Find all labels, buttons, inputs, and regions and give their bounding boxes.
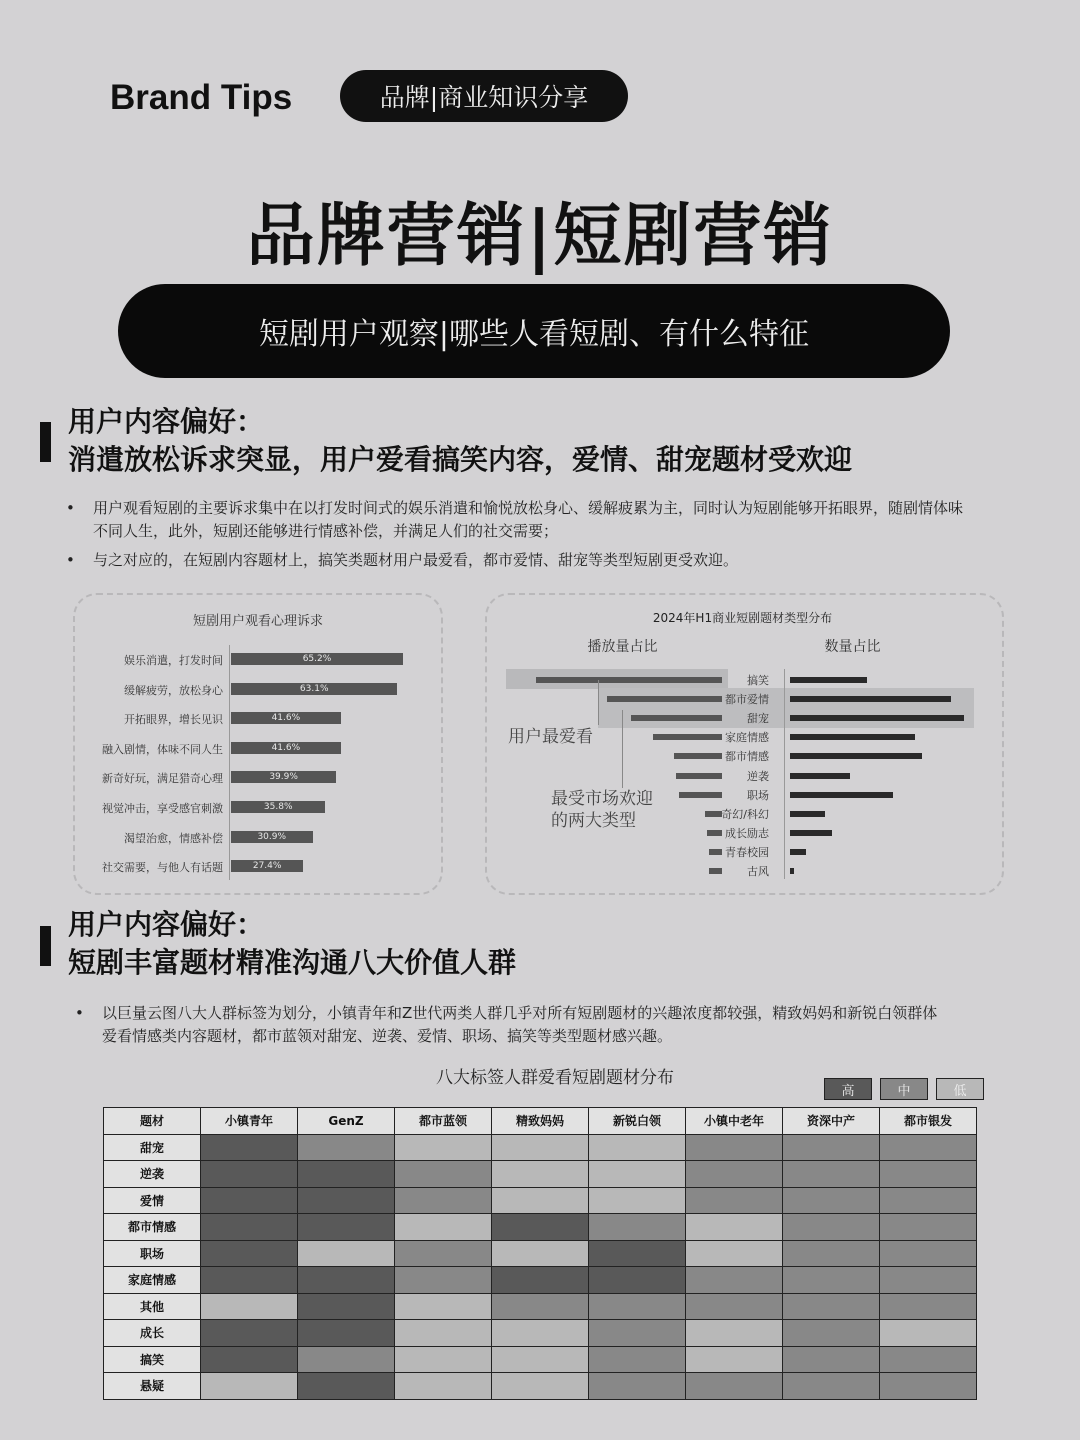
chart-title: 短剧用户观看心理诉求 bbox=[192, 614, 323, 629]
bullet-text: 爱看情感类内容题材，都市蓝领对甜宠、逆袭、爱情、职场、搞笑等类型题材感兴趣。 bbox=[102, 1027, 673, 1045]
right-bar bbox=[790, 868, 794, 874]
bar-value-label: 39.9% bbox=[269, 772, 298, 783]
heatmap-cell bbox=[395, 1373, 492, 1400]
heatmap-cell bbox=[298, 1161, 395, 1188]
bar bbox=[231, 712, 341, 724]
section-marker bbox=[40, 926, 51, 966]
heatmap-row-label: 成长 bbox=[104, 1320, 201, 1347]
heatmap-column-header: 都市蓝领 bbox=[395, 1108, 492, 1135]
heatmap-cell bbox=[783, 1267, 880, 1294]
heatmap-cell bbox=[201, 1134, 298, 1161]
heatmap-cell bbox=[395, 1134, 492, 1161]
heatmap-table bbox=[103, 1107, 977, 1400]
heatmap-cell bbox=[395, 1293, 492, 1320]
heatmap-row-label: 都市情感 bbox=[104, 1214, 201, 1241]
heatmap-cell bbox=[395, 1161, 492, 1188]
heatmap-cell bbox=[492, 1240, 589, 1267]
heatmap-cell bbox=[686, 1373, 783, 1400]
heatmap-row bbox=[104, 1187, 977, 1214]
bar-category-label: 融入剧情，体味不同人生 bbox=[102, 742, 223, 756]
heatmap-cell bbox=[298, 1320, 395, 1347]
genre-label: 成长励志 bbox=[725, 826, 769, 840]
legend-item: 低 bbox=[936, 1078, 984, 1100]
bar bbox=[231, 831, 313, 843]
heatmap-cell bbox=[686, 1267, 783, 1294]
bar-value-label: 30.9% bbox=[257, 831, 287, 842]
heatmap-cell bbox=[201, 1320, 298, 1347]
heatmap-cell bbox=[686, 1134, 783, 1161]
right-bar bbox=[790, 734, 915, 740]
heatmap-cell bbox=[395, 1346, 492, 1373]
genre-label: 都市情感 bbox=[725, 750, 769, 764]
heatmap-cell bbox=[201, 1240, 298, 1267]
heatmap-row bbox=[104, 1346, 977, 1373]
genre-label: 都市爱情 bbox=[725, 693, 769, 707]
heatmap-column-header: 精致妈妈 bbox=[492, 1108, 589, 1135]
heatmap-cell bbox=[880, 1134, 977, 1161]
page-title: 品牌营销|短剧营销 bbox=[246, 197, 834, 276]
bar-value-label: 27.4% bbox=[252, 861, 282, 872]
section1-heading-line2: 消遣放松诉求突显，用户爱看搞笑内容，爱情、甜宠题材受欢迎 bbox=[68, 443, 853, 476]
chart-axis bbox=[784, 669, 785, 879]
right-bar bbox=[790, 715, 964, 721]
heatmap-column-header: 资深中产 bbox=[783, 1108, 880, 1135]
heatmap-legend bbox=[824, 1078, 984, 1100]
genre-label: 家庭情感 bbox=[725, 731, 769, 745]
heatmap-cell bbox=[492, 1373, 589, 1400]
right-series-label: 数量占比 bbox=[824, 639, 881, 655]
heatmap-column-header: 小镇青年 bbox=[201, 1108, 298, 1135]
bar-value-label: 35.8% bbox=[263, 802, 293, 812]
section1-bullet-1 bbox=[66, 497, 1053, 543]
heatmap-cell bbox=[589, 1346, 686, 1373]
heatmap-row bbox=[104, 1161, 977, 1188]
right-bar bbox=[790, 830, 832, 836]
heatmap-cell bbox=[298, 1346, 395, 1373]
heatmap-row bbox=[104, 1134, 977, 1161]
chart-title: 2024年H1商业短剧题材类型分布 bbox=[652, 611, 833, 625]
heatmap-corner-label: 题材 bbox=[104, 1108, 201, 1135]
heatmap-cell bbox=[686, 1293, 783, 1320]
chart-axis bbox=[229, 645, 230, 880]
heatmap-cell bbox=[492, 1293, 589, 1320]
heatmap-cell bbox=[395, 1240, 492, 1267]
bar-category-label: 娱乐消遣，打发时间 bbox=[124, 654, 223, 667]
bar-category-label: 新奇好玩，满足猎奇心理 bbox=[102, 772, 223, 786]
heatmap-cell bbox=[880, 1214, 977, 1241]
heatmap-cell bbox=[686, 1187, 783, 1214]
subtitle-banner: 短剧用户观察|哪些人看短剧、有什么特征 bbox=[118, 284, 950, 378]
heatmap-cell bbox=[880, 1346, 977, 1373]
heatmap-cell bbox=[395, 1267, 492, 1294]
heatmap-cell bbox=[589, 1240, 686, 1267]
legend-item: 中 bbox=[880, 1078, 928, 1100]
right-bar bbox=[790, 773, 850, 779]
heatmap-cell bbox=[589, 1161, 686, 1188]
bar-category-label: 渴望治愈，情感补偿 bbox=[124, 831, 223, 845]
section2-heading-line2: 短剧丰富题材精准沟通八大价值人群 bbox=[68, 946, 517, 979]
bullet-text: 不同人生，此外，短剧还能够进行情感补偿，并满足人们的社交需要； bbox=[93, 522, 559, 540]
annotation-line bbox=[622, 710, 623, 788]
heatmap-cell bbox=[686, 1240, 783, 1267]
highlight-box-popular bbox=[598, 688, 974, 728]
heatmap-cell bbox=[298, 1134, 395, 1161]
genre-label: 甜宠 bbox=[747, 712, 769, 726]
heatmap-cell bbox=[783, 1161, 880, 1188]
heatmap-cell bbox=[880, 1187, 977, 1214]
section-marker bbox=[40, 422, 51, 462]
bullet-text: 以巨量云图八大人群标签为划分，小镇青年和Z世代两类人群几乎对所有短剧题材的兴趣浓度都较强，精致妈妈和新锐白领群体 bbox=[102, 1004, 938, 1022]
right-bar bbox=[790, 811, 825, 817]
heatmap-cell bbox=[589, 1187, 686, 1214]
bar-value-label: 41.6% bbox=[271, 742, 301, 753]
heatmap-row-label: 其他 bbox=[104, 1293, 201, 1320]
left-bar bbox=[536, 677, 722, 683]
heatmap-cell bbox=[589, 1320, 686, 1347]
bar bbox=[231, 742, 341, 754]
heatmap-cell bbox=[298, 1293, 395, 1320]
heatmap-column-header: 新锐白领 bbox=[589, 1108, 686, 1135]
heatmap-cell bbox=[298, 1373, 395, 1400]
bar bbox=[231, 801, 325, 813]
left-series-label: 播放量占比 bbox=[587, 639, 658, 655]
heatmap-row-label: 职场 bbox=[104, 1240, 201, 1267]
heatmap-cell bbox=[686, 1214, 783, 1241]
heatmap-cell bbox=[880, 1161, 977, 1188]
heatmap-cell bbox=[492, 1187, 589, 1214]
annotation-market-popular bbox=[551, 788, 653, 832]
heatmap-cell bbox=[880, 1267, 977, 1294]
heatmap-cell bbox=[298, 1267, 395, 1294]
heatmap-cell bbox=[686, 1320, 783, 1347]
annotation-line bbox=[598, 680, 599, 725]
section2-bullet bbox=[75, 1002, 1052, 1048]
heatmap-cell bbox=[395, 1214, 492, 1241]
right-bar bbox=[790, 696, 951, 702]
tagline-pill: 品牌|商业知识分享 bbox=[340, 70, 628, 122]
heatmap-cell bbox=[880, 1293, 977, 1320]
bar-value-label: 63.1% bbox=[299, 683, 329, 694]
heatmap-cell bbox=[783, 1346, 880, 1373]
bar bbox=[231, 683, 397, 695]
bar bbox=[231, 653, 403, 665]
bar-category-label: 社交需要，与他人有话题 bbox=[102, 861, 223, 875]
bar-category-label: 缓解疲劳，放松身心 bbox=[124, 683, 223, 697]
heatmap-cell bbox=[589, 1134, 686, 1161]
heatmap-cell bbox=[589, 1373, 686, 1400]
bullet-dot: • bbox=[75, 1004, 84, 1022]
annotation-user-favorite: 用户最爱看 bbox=[508, 727, 593, 747]
heatmap-row-label: 逆袭 bbox=[104, 1161, 201, 1188]
heatmap-row-label: 甜宠 bbox=[104, 1134, 201, 1161]
heatmap-row bbox=[104, 1240, 977, 1267]
heatmap-cell bbox=[589, 1214, 686, 1241]
section1-heading-line1: 用户内容偏好： bbox=[68, 405, 265, 438]
heatmap-cell bbox=[298, 1240, 395, 1267]
heatmap-row-label: 悬疑 bbox=[104, 1373, 201, 1400]
heatmap-cell bbox=[783, 1214, 880, 1241]
heatmap-row bbox=[104, 1267, 977, 1294]
heatmap-cell bbox=[880, 1373, 977, 1400]
annotation-line-text: 最受市场欢迎 bbox=[551, 789, 653, 809]
genre-label: 奇幻/科幻 bbox=[721, 807, 769, 821]
left-bar bbox=[607, 696, 722, 702]
heatmap-cell bbox=[880, 1240, 977, 1267]
heatmap-cell bbox=[201, 1267, 298, 1294]
bullet-text: 用户观看短剧的主要诉求集中在以打发时间式的娱乐消遣和愉悦放松身心、缓解疲累为主，同时认为短剧能够开拓眼界，随剧情体味 bbox=[93, 499, 964, 517]
heatmap-column-header: GenZ bbox=[298, 1108, 395, 1135]
heatmap-cell bbox=[492, 1267, 589, 1294]
heatmap-cell bbox=[686, 1161, 783, 1188]
bullet-dot: • bbox=[66, 499, 75, 517]
heatmap-row-label: 搞笑 bbox=[104, 1346, 201, 1373]
right-bar bbox=[790, 849, 806, 855]
heatmap-cell bbox=[783, 1320, 880, 1347]
bar-value-label: 41.6% bbox=[271, 713, 301, 724]
genre-label: 职场 bbox=[747, 788, 769, 802]
bullet-dot: • bbox=[66, 551, 75, 569]
heatmap-cell bbox=[298, 1214, 395, 1241]
genre-label: 青春校园 bbox=[725, 845, 769, 859]
bar bbox=[231, 771, 336, 783]
heatmap-cell bbox=[492, 1320, 589, 1347]
heatmap-cell bbox=[783, 1373, 880, 1400]
legend-item: 高 bbox=[824, 1078, 872, 1100]
heatmap-cell bbox=[201, 1293, 298, 1320]
heatmap-row bbox=[104, 1293, 977, 1320]
heatmap-cell bbox=[298, 1187, 395, 1214]
heatmap-row bbox=[104, 1214, 977, 1241]
heatmap-column-header: 小镇中老年 bbox=[686, 1108, 783, 1135]
genre-label: 古风 bbox=[747, 865, 769, 878]
bar-category-label: 开拓眼界，增长见识 bbox=[124, 713, 223, 727]
heatmap-cell bbox=[880, 1320, 977, 1347]
bar bbox=[231, 860, 303, 872]
heatmap-cell bbox=[492, 1346, 589, 1373]
section2-heading-line1: 用户内容偏好： bbox=[68, 908, 265, 941]
heatmap-cell bbox=[201, 1187, 298, 1214]
heatmap-row bbox=[104, 1320, 977, 1347]
heatmap-title: 八大标签人群爱看短剧题材分布 bbox=[436, 1068, 674, 1088]
heatmap-cell bbox=[395, 1187, 492, 1214]
bar-value-label: 65.2% bbox=[302, 654, 332, 664]
heatmap-cell bbox=[492, 1134, 589, 1161]
heatmap-cell bbox=[686, 1346, 783, 1373]
heatmap-cell bbox=[783, 1134, 880, 1161]
heatmap-column-header: 都市银发 bbox=[880, 1108, 977, 1135]
heatmap-row-label: 爱情 bbox=[104, 1187, 201, 1214]
right-bar bbox=[790, 792, 893, 798]
heatmap-cell bbox=[492, 1161, 589, 1188]
heatmap-cell bbox=[783, 1187, 880, 1214]
heatmap-cell bbox=[201, 1214, 298, 1241]
heatmap-cell bbox=[201, 1346, 298, 1373]
heatmap-cell bbox=[395, 1320, 492, 1347]
heatmap-row-label: 家庭情感 bbox=[104, 1267, 201, 1294]
bar-category-label: 视觉冲击，享受感官刺激 bbox=[102, 802, 223, 815]
bullet-text: 与之对应的，在短剧内容题材上，搞笑类题材用户最爱看，都市爱情、甜宠等类型短剧更受欢迎。 bbox=[93, 551, 739, 569]
annotation-line-text: 的两大类型 bbox=[551, 811, 636, 831]
heatmap-cell bbox=[589, 1267, 686, 1294]
right-bar bbox=[790, 677, 867, 683]
heatmap-cell bbox=[783, 1240, 880, 1267]
genre-label: 搞笑 bbox=[747, 674, 769, 687]
heatmap-cell bbox=[783, 1293, 880, 1320]
heatmap-cell bbox=[492, 1214, 589, 1241]
heatmap-cell bbox=[589, 1293, 686, 1320]
section1-bullet-2 bbox=[66, 549, 1053, 572]
genre-label: 逆袭 bbox=[747, 769, 769, 783]
brand-logo-text: Brand Tips bbox=[110, 78, 293, 117]
right-bar bbox=[790, 753, 922, 759]
heatmap-cell bbox=[201, 1161, 298, 1188]
heatmap-cell bbox=[201, 1373, 298, 1400]
heatmap-row bbox=[104, 1373, 977, 1400]
